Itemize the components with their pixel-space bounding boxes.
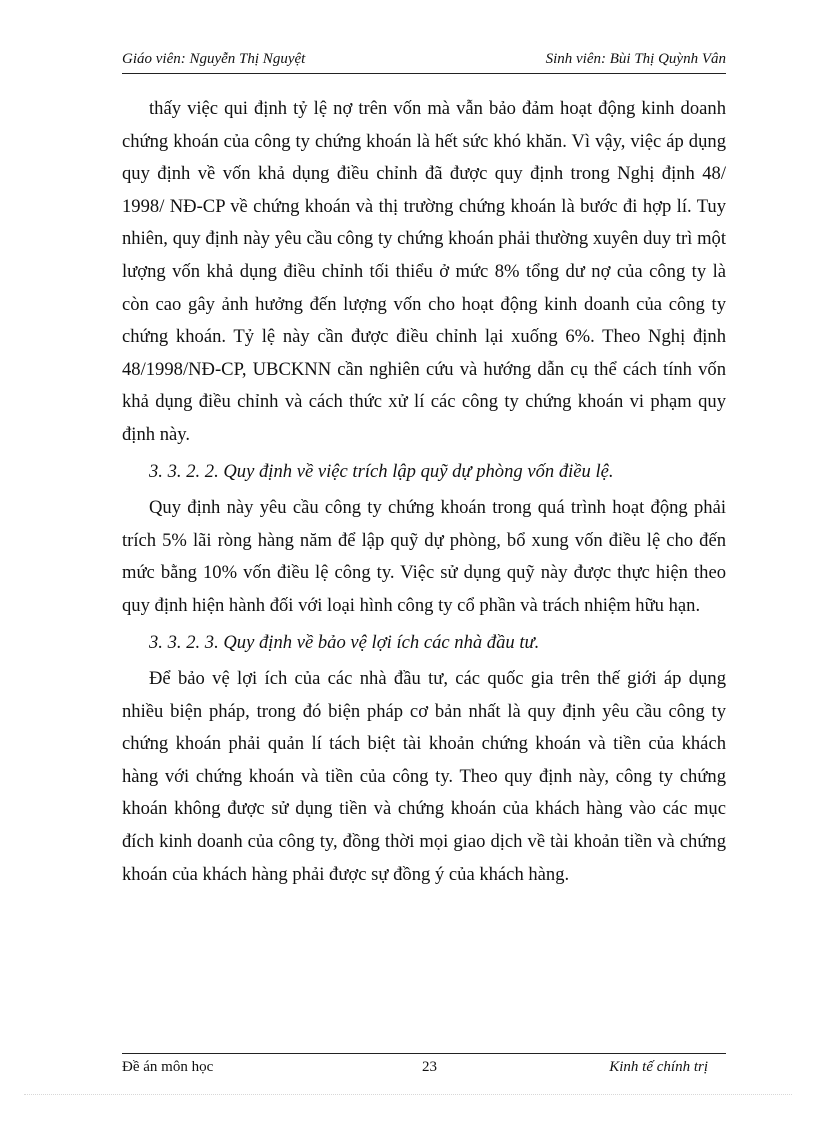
paragraph-1: thấy việc qui định tỷ lệ nợ trên vốn mà vẫn bảo đảm hoạt động kinh doanh chứng khoán của công ty chứng khoán là hết sức khó khăn. Vì vậy, việc áp dụng quy định về vốn khả dụng điều chỉnh đã được quy định trong Nghị định 48/ 1998/ NĐ-CP về chứng khoán và thị trường chứng khoán là bước đi hợp lí. Tuy nhiên, quy định này yêu cầu công ty chứng khoán phải thường xuyên duy trì một lượng vốn khả dụng điều chỉnh tối thiểu ở mức 8% tổng dư nợ của công ty là còn cao gây ảnh hưởng đến lượng vốn cho hoạt động kinh doanh của công ty chứng khoán. Tỷ lệ này cần được điều chỉnh lại xuống 6%. Theo Nghị định 48/1998/NĐ-CP, UBCKNN cần nghiên cứu và hướng dẫn cụ thể cách tính vốn khả dụng điều chỉnh và cách thức xử lí các công ty chứng khoán vi phạm quy định này. xyxy=(122,98,726,445)
header-rule xyxy=(122,73,726,74)
page-header xyxy=(122,50,726,68)
section-heading-3-3-2-3: 3. 3. 2. 3. Quy định về bảo vệ lợi ích các nhà đầu tư. xyxy=(149,631,540,653)
paragraph-3: Để bảo vệ lợi ích của các nhà đầu tư, các quốc gia trên thế giới áp dụng nhiều biện pháp, trong đó biện pháp cơ bản nhất là quy định yêu cầu công ty chứng khoán phải quản lí tách biệt tài khoản chứng khoán và tiền của khách hàng với chứng khoán và tiền của công ty. Theo quy định này, công ty chứng khoán không được sử dụng tiền và chứng khoán của khách hàng vào các mục đích kinh doanh của công ty, đồng thời mọi giao dịch về tài khoản tiền và chứng khoán của khách hàng phải được sự đồng ý của khách hàng. xyxy=(122,668,726,885)
footer-rule xyxy=(122,1053,726,1054)
footer-subject: Kinh tế chính trị xyxy=(609,1059,708,1075)
header-student: Sinh viên: Bùi Thị Quỳnh Vân xyxy=(545,51,726,67)
document-body xyxy=(122,93,726,891)
page-number: 23 xyxy=(422,1059,437,1075)
header-teacher: Giáo viên: Nguyễn Thị Nguyệt xyxy=(122,51,306,67)
footer-course: Đề án môn học xyxy=(122,1059,214,1075)
paragraph-2: Quy định này yêu cầu công ty chứng khoán trong quá trình hoạt động phải trích 5% lãi ròng hàng năm để lập quỹ dự phòng, bổ xung vốn điều lệ cho đến mức bằng 10% vốn điều lệ công ty. Việc sử dụng quỹ này được thực hiện theo quy định hiện hành đối với loại hình công ty cổ phần và trách nhiệm hữu hạn. xyxy=(122,497,726,616)
page-footer xyxy=(122,1058,726,1076)
section-heading-3-3-2-2: 3. 3. 2. 2. Quy định về việc trích lập quỹ dự phòng vốn điều lệ. xyxy=(149,460,614,482)
page-edge-divider xyxy=(24,1094,792,1095)
